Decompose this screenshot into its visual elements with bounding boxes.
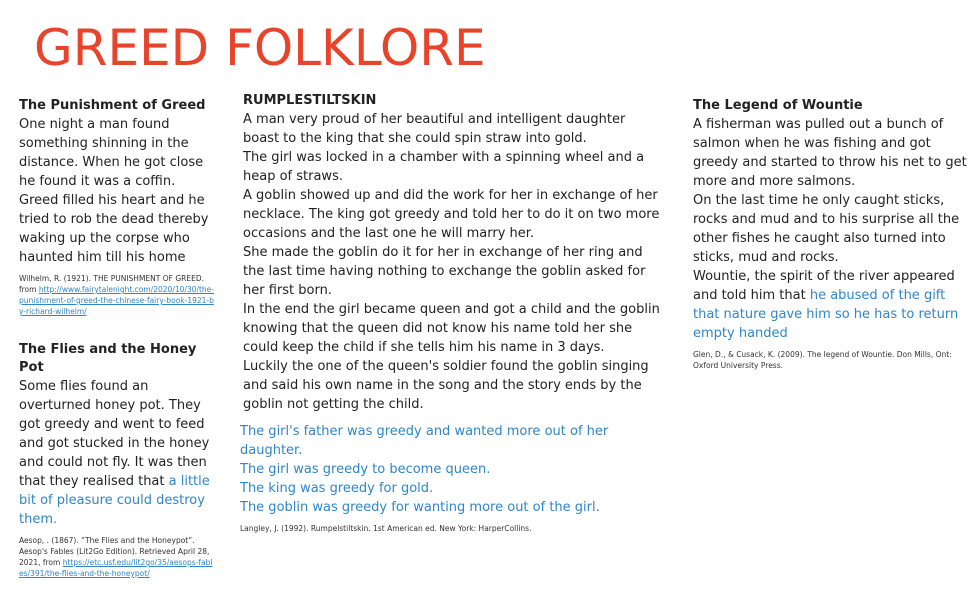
story-text [693, 115, 968, 343]
story-heading: RUMPLESTILTSKIN [243, 93, 377, 108]
story-paragraph: A goblin showed up and did the work for her in exchange of her necklace. The king got greedy and told her to do it on two more occasions and the last one he will marry her. [243, 188, 660, 241]
story-paragraph: On the last time he only caught sticks, rocks and mud and to his surprise all the other fishes he caught also turned into sticks, mud and rocks. [693, 193, 960, 265]
story-paragraph: The girl was locked in a chamber with a spinning wheel and a heap of straws. [243, 150, 645, 184]
greed-summary [240, 422, 663, 517]
left-column [19, 97, 217, 579]
citation-text: Wilhelm, R. (1921). THE PUNISHMENT OF GREED. from [19, 274, 204, 294]
story-paragraph: She made the goblin do it for her in exchange of her ring and the last time having nothing to exchange the goblin asked for her first born. [243, 245, 646, 298]
story-heading: The Flies and the Honey Pot [19, 342, 197, 375]
citation-link[interactable]: http://www.fairytalenight.com/2020/10/30/the-punishment-of-greed-the-chinese-fairy-book-1921-by-richard-wilhelm/ [19, 285, 214, 316]
story-heading: The Legend of Wountie [693, 98, 863, 113]
citation: Glen, D., & Cusack, K. (2009). The legend of Wountie. Don Mills, Ont: Oxford University Press. [693, 350, 952, 370]
story-text [19, 377, 217, 529]
citation: Langley, J. (1992). Rumpelstiltskin. 1st American ed. New York: HarperCollins. [240, 524, 532, 533]
page-title: GREED FOLKLORE [34, 19, 486, 77]
citation-link[interactable]: https://etc.usf.edu/lit2go/35/aesops-fables/391/the-flies-and-the-honeypot/ [19, 558, 213, 578]
story-text [243, 110, 663, 414]
story-text-highlight: he abused of the gift that nature gave him so he has to return empty handed [693, 288, 959, 341]
greed-line: The goblin was greedy for wanting more out of the girl. [240, 500, 600, 515]
story-rumplestiltskin [240, 92, 663, 534]
story-text-plain: Some flies found an overturned honey pot. They got greedy and went to feed and got stucked in the honey and could not fly. It was then that they realised that [19, 379, 210, 489]
story-paragraph: A fisherman was pulled out a bunch of salmon when he was fishing and got greedy and started to throw his net to get more and more salmons. [693, 117, 967, 189]
citation [19, 273, 217, 317]
story-paragraph [693, 267, 968, 343]
story-heading: The Punishment of Greed [19, 98, 206, 113]
story-text: One night a man found something shinning in the distance. When he got close he found it was a coffin. Greed filled his heart and he tried to rob the dead thereby waking up the corpse who haunted him till his home [19, 117, 209, 265]
story-punishment-of-greed [19, 97, 217, 317]
story-legend-of-wountie [693, 97, 968, 371]
greed-line: The girl's father was greedy and wanted more out of her daughter. [240, 424, 609, 458]
citation-text: Aesop, . (1867). “The Flies and the Honeypot”. Aesop's Fables (Lit2Go Edition). Retrieved April 28, 2021, from [19, 536, 210, 567]
greed-line: The king was greedy for gold. [240, 481, 434, 496]
middle-column [240, 92, 663, 534]
story-paragraph: A man very proud of her beautiful and intelligent daughter boast to the king that she could spin straw into gold. [243, 112, 626, 146]
story-paragraph: Luckily the one of the queen's soldier found the goblin singing and said his own name in the song and the story ends by the goblin not getting the child. [243, 359, 649, 412]
story-text-plain: Wountie, the spirit of the river appeared and told him that [693, 269, 955, 303]
story-text-highlight: a little bit of pleasure could destroy them. [19, 474, 210, 527]
citation [19, 535, 217, 579]
greed-line: The girl was greedy to become queen. [240, 462, 491, 477]
story-paragraph: In the end the girl became queen and got a child and the goblin knowing that the queen did not know his name told her she could keep the child if she tells him his name in 3 days. [243, 302, 660, 355]
right-column [693, 97, 968, 371]
story-flies-and-honey-pot [19, 341, 217, 579]
